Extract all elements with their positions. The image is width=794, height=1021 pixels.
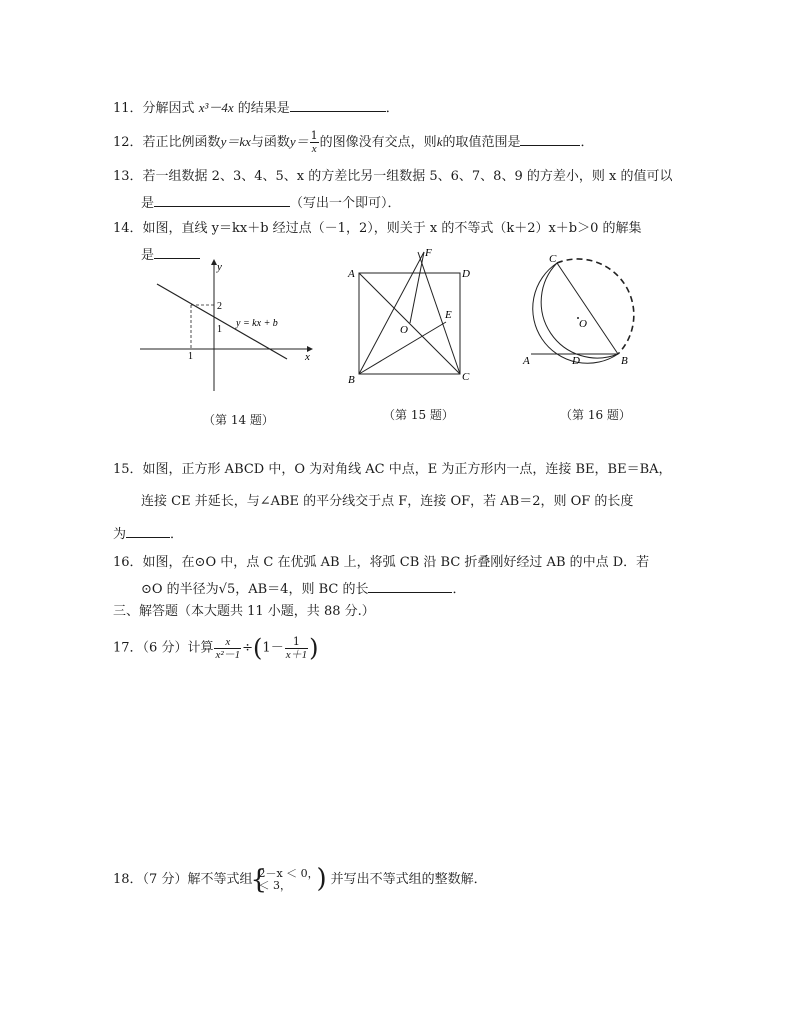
question-12 — [113, 130, 594, 155]
fraction-numerator: 1 — [285, 636, 308, 649]
math-expression: x³－4x — [198, 100, 234, 115]
label-d: D — [462, 268, 470, 280]
question-text: （6 分）计算 — [142, 640, 214, 656]
section-title: 三、解答题（本大题共 11 小题，共 88 分.） — [113, 604, 375, 619]
figure-16-caption: （第 16 题） — [560, 408, 631, 422]
question-text: 的取值范围是 — [442, 135, 521, 150]
answer-blank[interactable] — [126, 525, 170, 538]
line-cf — [418, 252, 460, 374]
question-text: 如图，直线 y＝kx＋b 经过点（－1，2），则关于 x 的不等式（k＋2）x＋b＞0 的解集 — [142, 221, 642, 236]
question-text: 如图，在⊙O 中，点 C 在优弧 AB 上，将弧 CB 沿 BC 折叠刚好经过 AB 的中点 D．若 — [142, 555, 650, 570]
question-text: 分解因式 — [142, 101, 199, 116]
label-b: B — [348, 374, 355, 386]
segment-of — [410, 252, 424, 323]
math-expression: y＝ — [289, 134, 309, 149]
fraction-numerator: x — [214, 636, 241, 649]
circle-arc-dashed — [557, 259, 634, 354]
question-number: 12． — [113, 135, 143, 150]
inequality-1: { 2－x ＜ 0， — [258, 866, 319, 880]
figure-14-graph — [135, 256, 315, 396]
question-number: 14． — [113, 221, 143, 236]
label-a: A — [348, 268, 355, 280]
question-text: ． — [170, 527, 184, 542]
x-label: x — [305, 351, 310, 363]
question-number: 18． — [113, 872, 143, 887]
fraction-numerator: 1 — [310, 129, 318, 142]
circle-arc-solid — [541, 263, 618, 358]
operator: ÷ — [242, 640, 254, 656]
question-16-line-1 — [113, 554, 649, 572]
figure-15-square — [340, 240, 480, 390]
inequality-2: ＜ 3， — [258, 878, 291, 892]
label-a: A — [523, 355, 530, 367]
line-bf — [359, 252, 424, 374]
question-text: ⊙O 的半径为√5，AB＝4，则 BC 的长 — [141, 582, 369, 597]
tick-label-2: 2 — [217, 301, 222, 312]
question-17 — [113, 634, 318, 663]
answer-blank[interactable] — [368, 580, 452, 593]
figure-14-caption: （第 14 题） — [203, 413, 274, 427]
right-paren: ) — [309, 634, 319, 662]
question-text: 是 — [141, 248, 155, 263]
answer-blank[interactable] — [290, 99, 386, 112]
label-c: C — [549, 253, 557, 265]
question-11 — [113, 99, 399, 118]
question-text: 是 — [141, 196, 155, 211]
section-3-heading — [113, 603, 375, 621]
chord-bc — [557, 263, 618, 354]
label-f: F — [425, 247, 432, 259]
question-number: 17． — [113, 640, 143, 656]
question-text: 若正比例函数 — [142, 135, 221, 150]
math-expression: y＝kx — [220, 134, 251, 149]
inequality-system — [252, 868, 318, 892]
fraction-denominator: x＋1 — [285, 648, 308, 661]
fraction-1 — [214, 636, 241, 661]
question-13-line-2 — [141, 194, 401, 213]
tick-label-1-y: 1 — [217, 324, 222, 335]
label-o: O — [579, 318, 587, 330]
question-text: 的图像没有交点，则 — [319, 135, 437, 150]
question-15-line-2 — [141, 493, 633, 511]
tick-label-1-x: 1 — [188, 351, 193, 362]
label-c: C — [462, 371, 470, 383]
question-number: 15． — [113, 462, 143, 477]
question-text: 为 — [113, 527, 127, 542]
label-b: B — [621, 355, 628, 367]
folded-arc — [533, 263, 618, 363]
math-expression: k — [436, 134, 443, 149]
question-14-line-1 — [113, 220, 642, 238]
question-text: 连接 CE 并延长，与∠ABE 的平分线交于点 F，连接 OF，若 AB＝2，则 OF 的长度 — [141, 494, 634, 509]
fraction-denominator: x — [311, 143, 317, 155]
label-e: E — [445, 309, 452, 321]
fraction — [310, 130, 319, 155]
question-number: 16． — [113, 555, 143, 570]
question-number: 11． — [113, 101, 143, 116]
y-label: y — [217, 261, 222, 273]
label-o: O — [400, 324, 408, 336]
question-text: 若一组数据 2、3、4、5、x 的方差比另一组数据 5、6、7、8、9 的方差小，则 x 的值可以 — [142, 169, 673, 184]
diagonal-ac — [359, 273, 460, 374]
question-text: （7 分）解不等式组 — [142, 872, 253, 887]
question-text: （写出一个即可）． — [290, 196, 401, 211]
answer-blank[interactable] — [520, 133, 580, 146]
label-d: D — [572, 355, 580, 367]
question-18 — [113, 866, 487, 894]
math-expression: 1－ — [262, 640, 284, 656]
line-label: y = kx + b — [236, 318, 278, 329]
question-16-line-2 — [141, 580, 465, 599]
question-text: 与函数 — [250, 135, 290, 150]
question-text: ． — [385, 101, 399, 116]
answer-blank[interactable] — [154, 194, 290, 207]
question-text: 的结果是 — [233, 101, 290, 116]
fraction-2 — [285, 636, 308, 661]
question-text: 并写出不等式组的整数解． — [330, 872, 487, 887]
question-15-line-3 — [113, 525, 183, 544]
question-text: 如图，正方形 ABCD 中，O 为对角线 AC 中点，E 为正方形内一点，连接 BE，BE＝BA， — [142, 462, 672, 477]
question-15-line-1 — [113, 461, 672, 479]
figure-16-circle — [518, 250, 638, 370]
question-text: ． — [452, 582, 466, 597]
fraction-denominator: x²－1 — [215, 648, 241, 661]
question-13-line-1 — [113, 168, 672, 186]
figure-15-caption: （第 15 题） — [383, 408, 454, 422]
left-paren: ( — [253, 634, 263, 662]
question-text: ． — [580, 135, 594, 150]
question-number: 13． — [113, 169, 143, 184]
